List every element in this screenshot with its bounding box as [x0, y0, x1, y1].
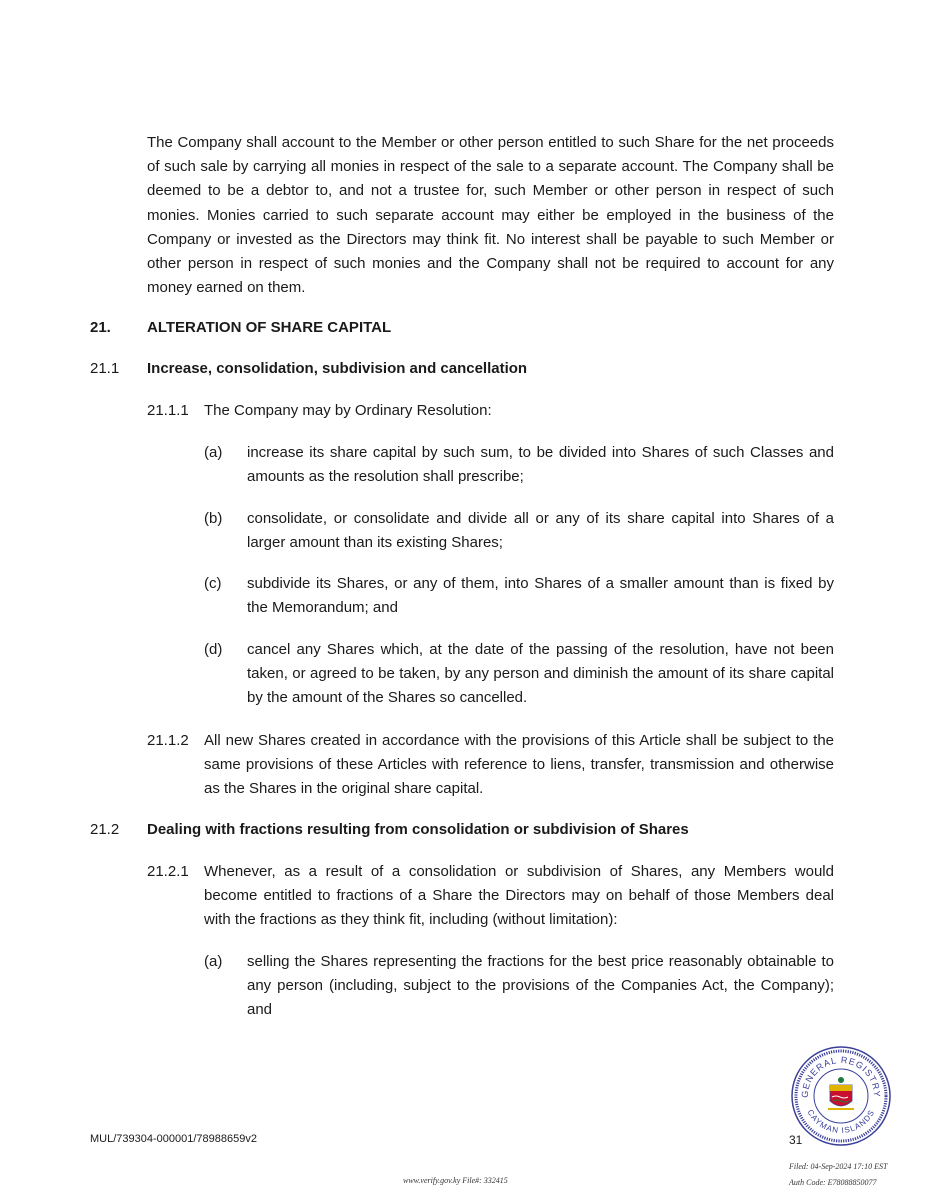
subsection-title-21-1: Increase, consolidation, subdivision and cancellation	[147, 360, 528, 377]
item-text: consolidate, or consolidate and divide all or any of its share capital into Shares of a larger amount than its existing Shares;	[247, 510, 834, 551]
seal-top-text: GENERAL REGISTRY	[799, 1054, 883, 1098]
item-text: subdivide its Shares, or any of them, into Shares of a smaller amount than is fixed by the Memorandum; and	[247, 575, 834, 616]
item-text: cancel any Shares which, at the date of the passing of the resolution, have not been taken, or agreed to be taken, by any person and diminish the amount of its share capital by the amount of the Shares so cancelled.	[247, 641, 834, 706]
clause-number-21-2-1: 21.2.1	[147, 863, 189, 880]
section-title: ALTERATION OF SHARE CAPITAL	[147, 319, 392, 336]
document-reference: MUL/739304-000001/78988659v2	[90, 1133, 257, 1145]
clause-text-21-1-2: All new Shares created in accordance with the provisions of this Article shall be subject to the same provisions of these Articles with reference to liens, transfer, transmission and otherwise as the Shares in the original share capital.	[204, 732, 834, 797]
clause-number-21-1-1: 21.1.1	[147, 402, 189, 419]
subsection-title-21-2: Dealing with fractions resulting from consolidation or subdivision of Shares	[147, 821, 689, 838]
item-text: increase its share capital by such sum, to be divided into Shares of such Classes and amounts as the resolution shall prescribe;	[247, 444, 834, 485]
item-label: (c)	[204, 575, 222, 592]
subsection-number-21-2: 21.2	[90, 821, 120, 838]
filed-date: Filed: 04-Sep-2024 17:10 EST	[789, 1162, 888, 1171]
page-number: 31	[789, 1133, 803, 1147]
coat-of-arms-icon	[828, 1077, 854, 1109]
filing-stamp	[789, 1159, 887, 1191]
item-text: selling the Shares representing the fractions for the best price reasonably obtainable to any person (including, subject to the provisions of the Companies Act, the Company); and	[247, 953, 834, 1018]
clause-number-21-1-2: 21.1.2	[147, 732, 189, 749]
item-label: (a)	[204, 953, 223, 970]
intro-paragraph: The Company shall account to the Member or other person entitled to such Share for the net proceeds of such sale by carrying all monies in respect of the sale to a separate account. The Company shall be deemed to be a debtor to, and not a trustee for, such Member or other person in respect of such monies. Monies carried to such separate account may either be employed in the business of the Company or invested as the Directors may think fit. No interest shall be payable to such Member or other person in respect of such monies and the Company shall not be required to account for any money earned on them.	[147, 134, 834, 297]
svg-text:CAYMAN ISLANDS	[806, 1108, 877, 1135]
auth-code: Auth Code: E78088850077	[789, 1178, 877, 1187]
clause-text-21-2-1: Whenever, as a result of a consolidation or subdivision of Shares, any Members would become entitled to fractions of a Share the Directors may on behalf of those Members deal with the fractions as they think fit, including (without limitation):	[204, 863, 834, 928]
item-label: (d)	[204, 641, 223, 658]
subsection-number-21-1: 21.1	[90, 360, 120, 377]
item-label: (a)	[204, 444, 223, 461]
seal-bottom-text: CAYMAN ISLANDS	[805, 1108, 877, 1136]
general-registry-seal	[790, 1045, 892, 1147]
section-number: 21.	[90, 319, 111, 336]
verify-link[interactable]: www.verify.gov.ky File#: 332415	[403, 1176, 508, 1185]
clause-text-21-1-1: The Company may by Ordinary Resolution:	[204, 402, 492, 419]
item-label: (b)	[204, 510, 223, 527]
